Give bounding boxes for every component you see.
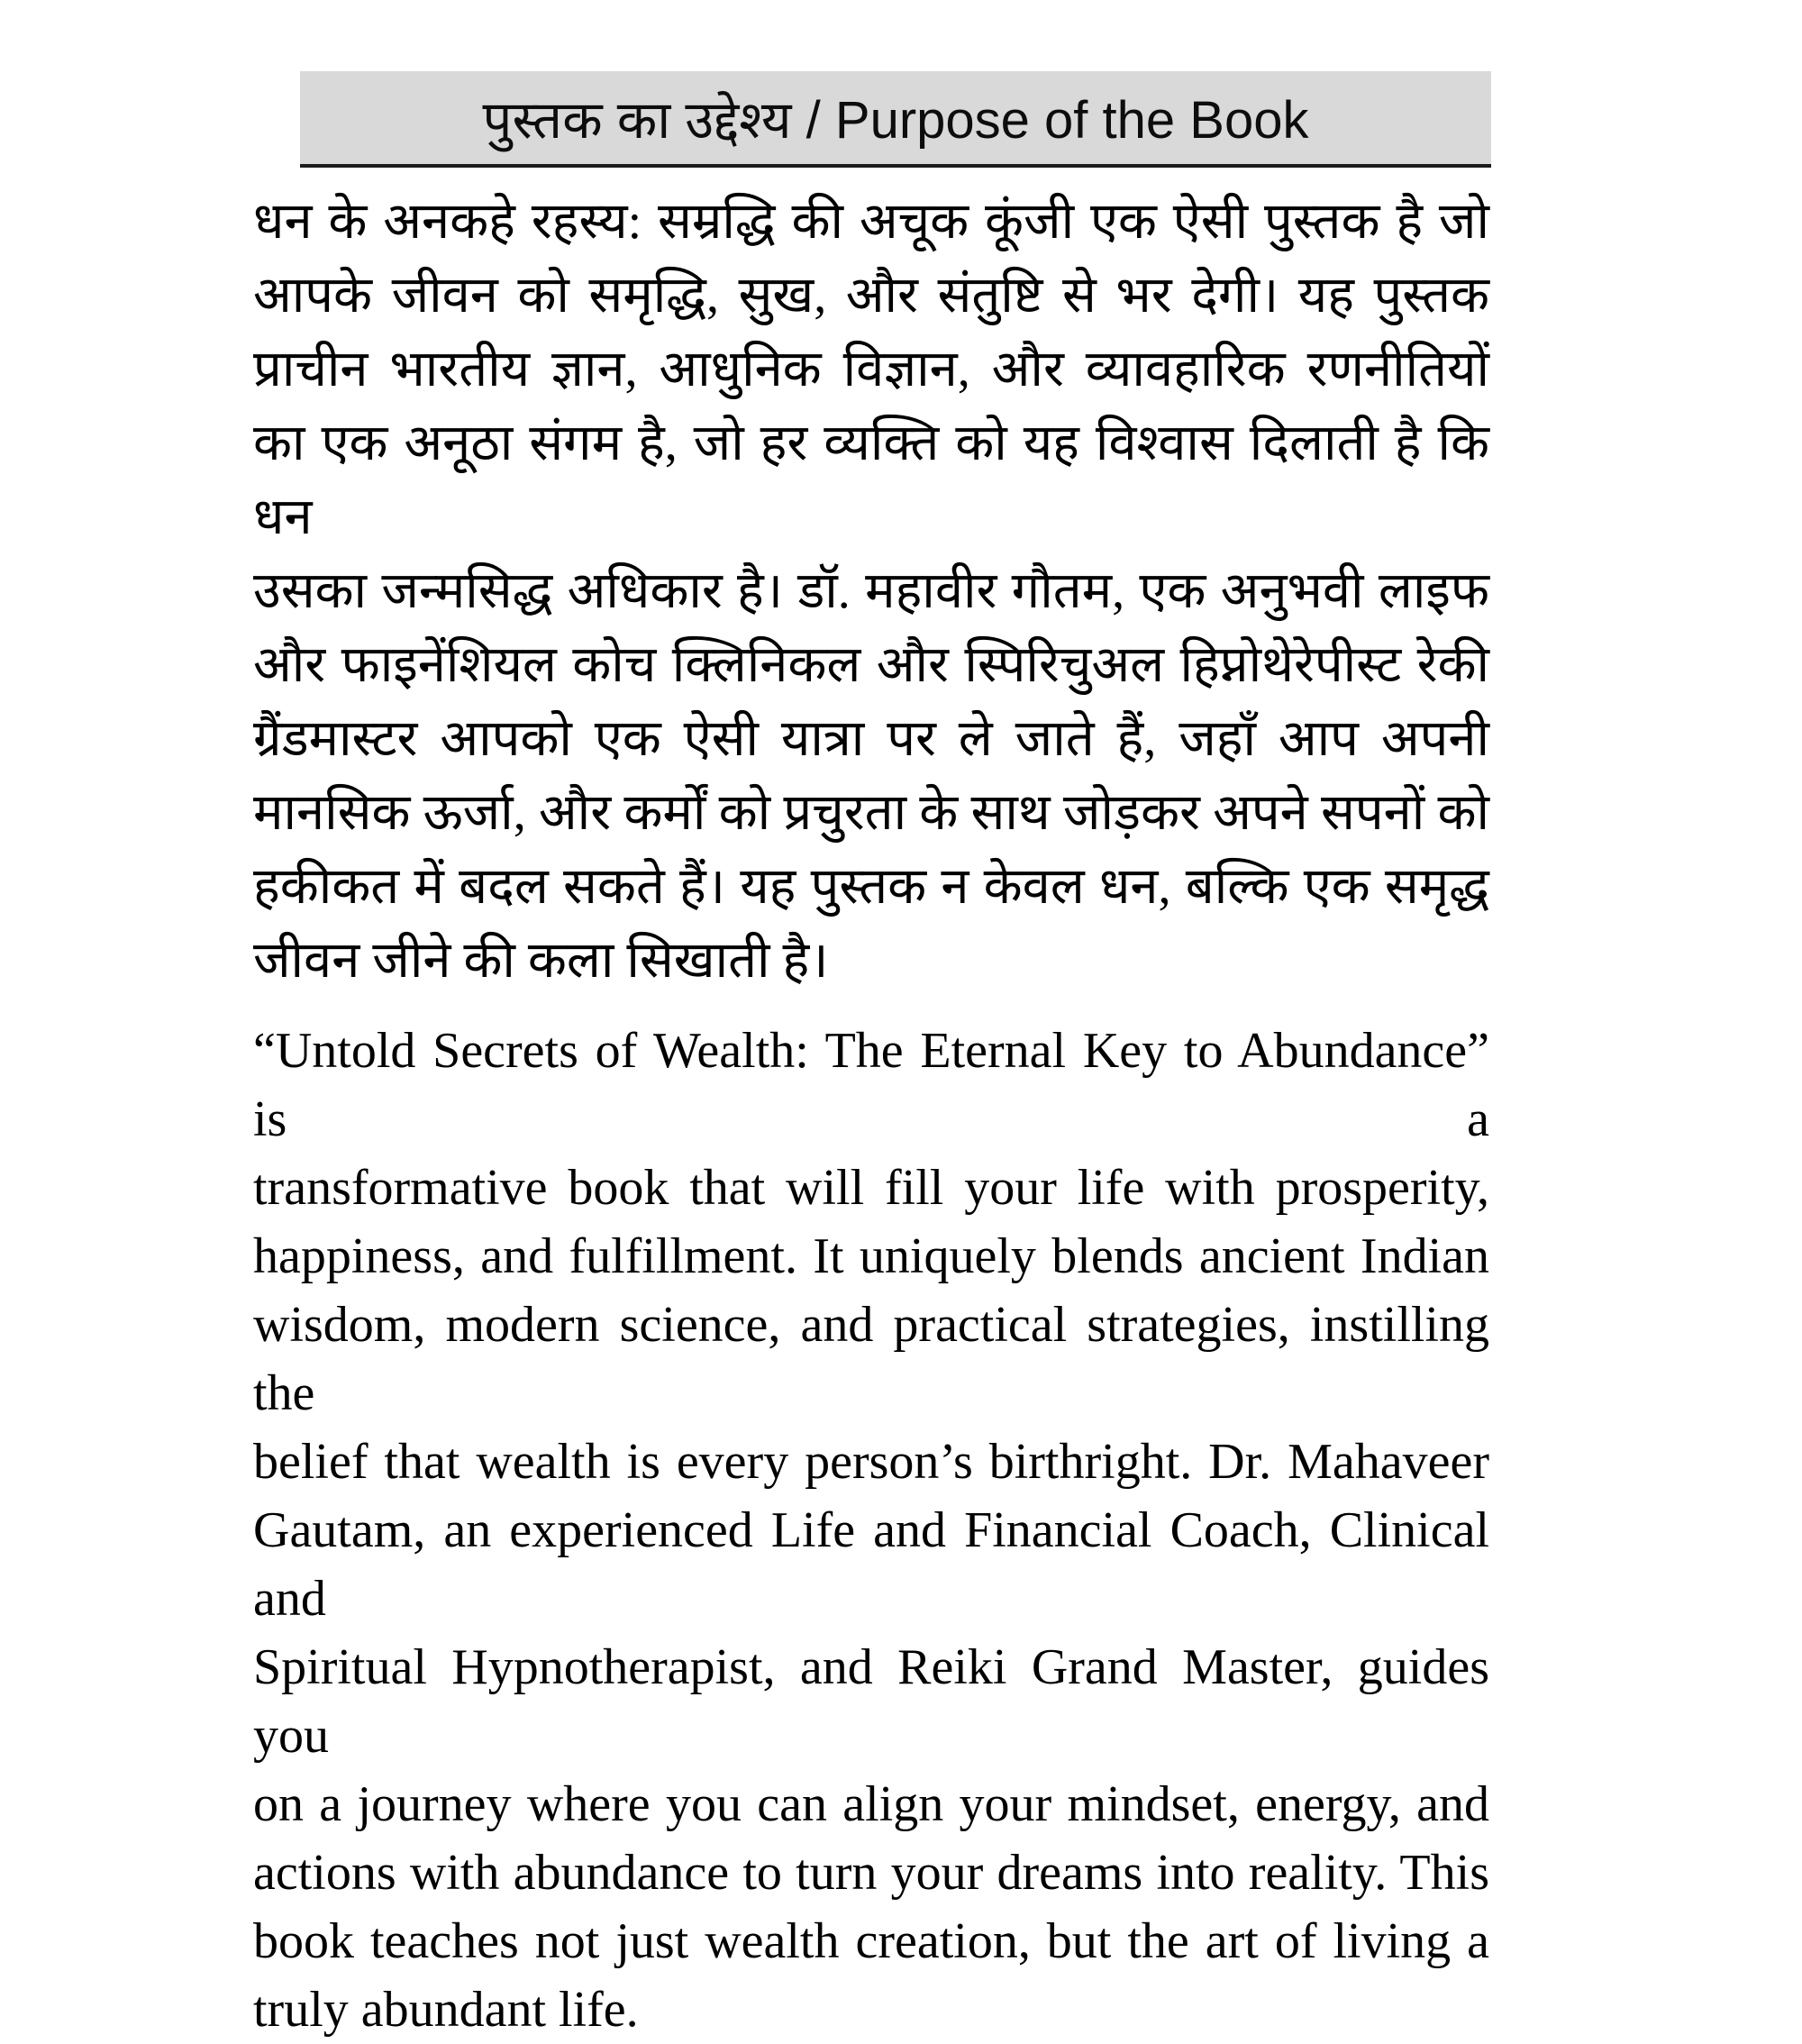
text-line: “Untold Secrets of Wealth: The Eternal Key to Abundance” is a bbox=[253, 1023, 1489, 1147]
text-line: wisdom, modern science, and practical strategies, instilling the bbox=[253, 1297, 1489, 1421]
text-line: और फाइनेंशियल कोच क्लिनिकल और स्पिरिचुअल हिप्नोथेरेपीस्ट रेकी bbox=[253, 637, 1489, 693]
text-line: transformative book that will fill your life with prosperity, bbox=[253, 1160, 1489, 1216]
text-line: truly abundant life. bbox=[253, 1982, 639, 2038]
text-line: Gautam, an experienced Life and Financial Coach, Clinical and bbox=[253, 1502, 1489, 1627]
text-line: आपके जीवन को समृद्धि, सुख, और संतुष्टि से भर देगी। यह पुस्तक bbox=[253, 268, 1489, 324]
text-line: धन के अनकहे रहस्य: सम्रद्धि की अचूक कूंजी एक ऐसी पुस्तक है जो bbox=[253, 194, 1489, 250]
hindi-paragraph bbox=[253, 185, 1489, 998]
section-header bbox=[300, 71, 1491, 168]
text-line: book teaches not just wealth creation, but the art of living a bbox=[253, 1913, 1489, 1969]
text-line: on a journey where you can align your mindset, energy, and bbox=[253, 1776, 1489, 1832]
english-paragraph bbox=[253, 1017, 1489, 2044]
text-line: Spiritual Hypnotherapist, and Reiki Grand Master, guides you bbox=[253, 1639, 1489, 1764]
text-line: belief that wealth is every person’s birthright. Dr. Mahaveer bbox=[253, 1434, 1489, 1490]
text-line: हकीकत में बदल सकते हैं। यह पुस्तक न केवल धन, बल्कि एक समृद्ध bbox=[253, 859, 1489, 915]
text-line: मानसिक ऊर्जा, और कर्मों को प्रचुरता के साथ जोड़कर अपने सपनों को bbox=[253, 785, 1489, 841]
text-line: happiness, and fulfillment. It uniquely blends ancient Indian bbox=[253, 1228, 1489, 1284]
page-title: पुस्तक का उद्देश्य / Purpose of the Book bbox=[482, 91, 1309, 150]
text-line: जीवन जीने की कला सिखाती है। bbox=[253, 933, 829, 989]
text-line: ग्रैंडमास्टर आपको एक ऐसी यात्रा पर ले जाते हैं, जहाँ आप अपनी bbox=[253, 711, 1489, 767]
text-line: actions with abundance to turn your dreams into reality. This bbox=[253, 1845, 1489, 1901]
text-line: प्राचीन भारतीय ज्ञान, आधुनिक विज्ञान, और व्यावहारिक रणनीतियों bbox=[253, 342, 1489, 397]
text-line: का एक अनूठा संगम है, जो हर व्यक्ति को यह विश्वास दिलाती है कि धन bbox=[253, 415, 1489, 545]
text-line: उसका जन्मसिद्ध अधिकार है। डॉ. महावीर गौतम, एक अनुभवी लाइफ bbox=[253, 563, 1489, 619]
